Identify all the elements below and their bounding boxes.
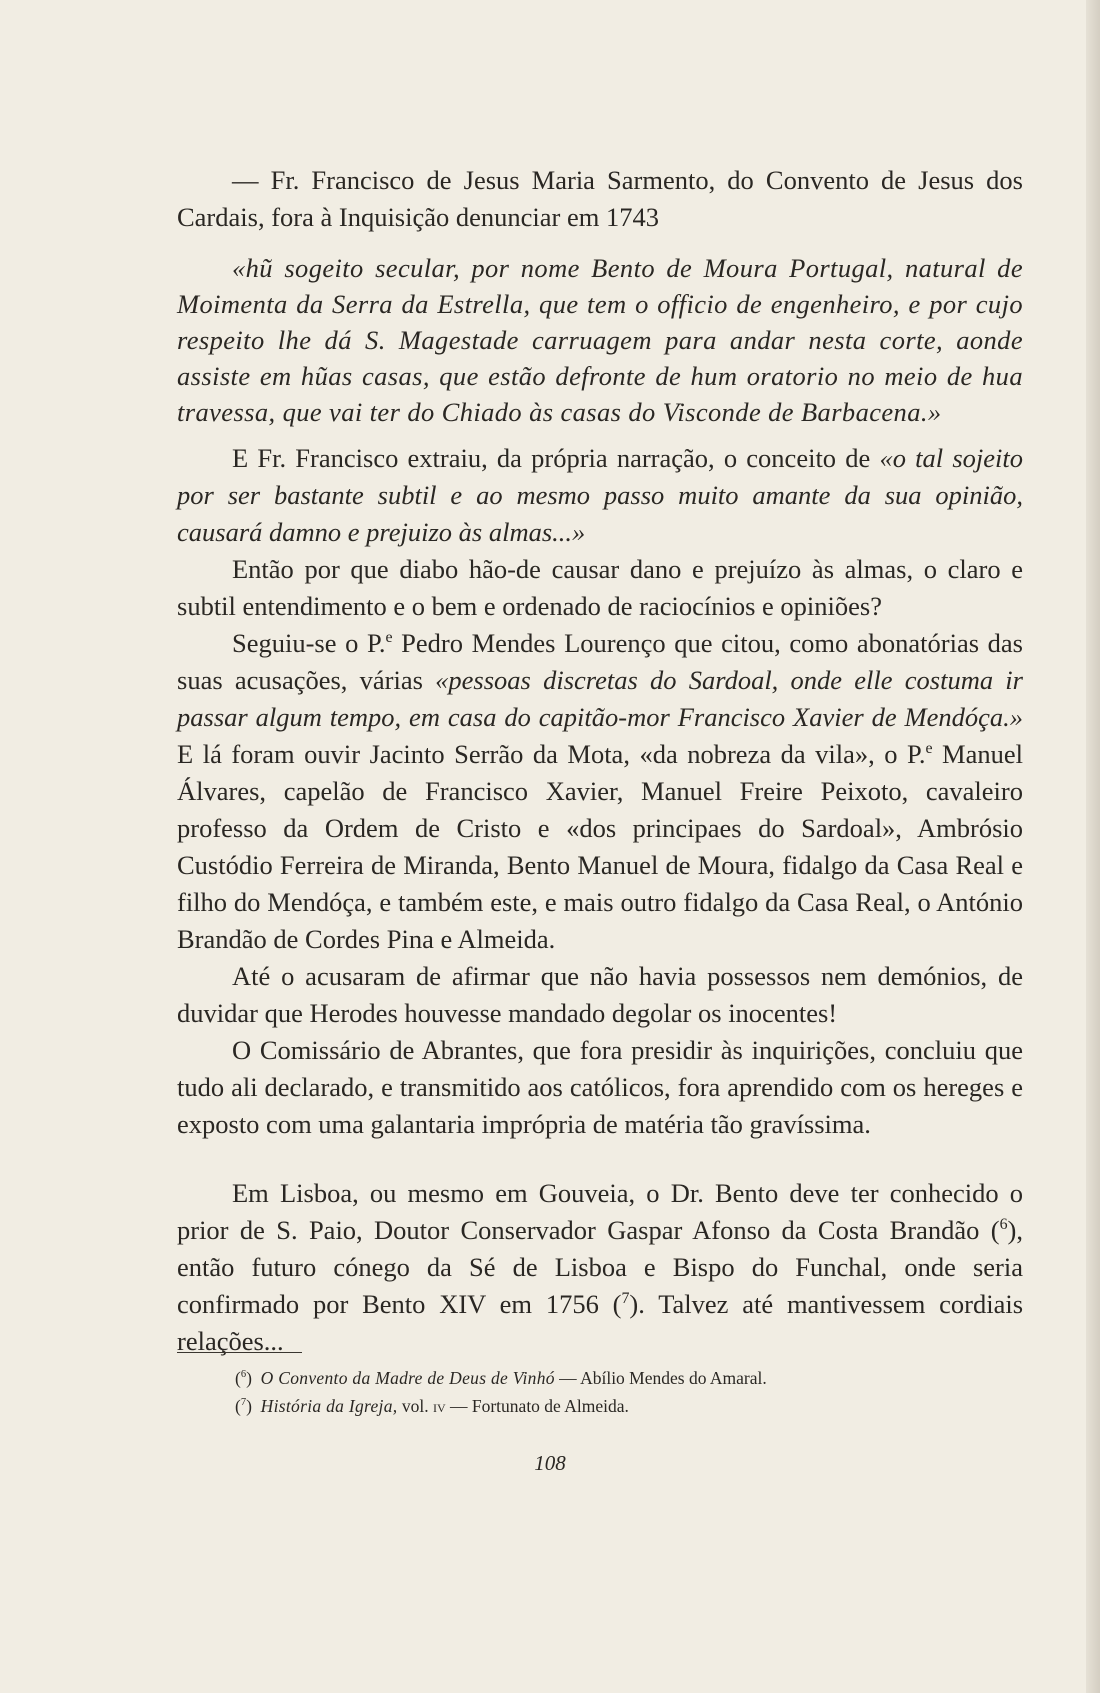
paragraph-6: Até o acusaram de afirmar que não havia possessos nem demónios, de duvidar que Herodes houvesse mandado degolar os inocentes! xyxy=(177,961,1023,1028)
p5-a: Seguiu-se o P. xyxy=(232,628,386,658)
paragraph-8 xyxy=(177,1175,1023,1360)
footnote-6-title: O Convento da Madre de Deus de Vinhó xyxy=(260,1368,555,1388)
paragraph-5 xyxy=(177,625,1023,958)
p8-c: ). Talvez até mantivessem cordiais relações... xyxy=(177,1289,1024,1356)
paragraph-3-quote: «o tal sojeito por ser bastante subtil e ao mesmo passo muito amante da sua opinião, causará damno e prejuizo às almas...» xyxy=(177,443,1023,547)
p5-sup-b: e xyxy=(925,740,933,758)
paragraph-3 xyxy=(177,440,1023,551)
footnote-7-mark: 7 xyxy=(240,1397,247,1409)
paragraph-3-text: E Fr. Francisco extraiu, da própria narração, o conceito de xyxy=(232,443,880,473)
footnotes xyxy=(235,1364,995,1420)
p8-a: Em Lisboa, ou mesmo em Gouveia, o Dr. Bento deve ter conhecido o prior de S. Paio, Doutor Conservador Gaspar Afonso da Costa Brandão ( xyxy=(177,1178,1023,1245)
footnote-7-vol: iv xyxy=(432,1396,446,1416)
footnote-6-mark: 6 xyxy=(240,1369,247,1381)
footnote-7: ($^7$) História da Igreja, vol. iv — Fortunato de Almeida. xyxy=(235,1396,629,1416)
footnote-7-vol-label: vol. xyxy=(397,1396,433,1416)
body-text xyxy=(177,162,1023,1360)
footnote-6: ($^6$) O Convento da Madre de Deus de Vinhó — Abílio Mendes do Amaral. xyxy=(235,1368,767,1388)
p5-b: Pedro Mendes Lourenço que citou, como abonatórias das suas acusações, várias xyxy=(177,628,1023,695)
p8-sup-b: 7 xyxy=(621,1290,630,1308)
footnote-rule xyxy=(177,1352,302,1353)
footnote-7-author: — Fortunato de Almeida. xyxy=(445,1396,629,1416)
p5-d: Manuel Álvares, capelão de Francisco Xavier, Manuel Freire Peixoto, cavaleiro professo da Ordem de Cristo e «dos principaes do Sardoal», Ambrósio Custódio Ferreira de Miranda, Bento Manuel de Moura, fidalgo da Casa Real e filho do Mendóça, e também este, e mais outro fidalgo da Casa Real, o António Brandão de Cordes Pina e Almeida. xyxy=(177,739,1023,954)
paragraph-7: O Comissário de Abrantes, que fora presidir às inquirições, concluiu que tudo ali declarado, e transmitido aos católicos, fora aprendido com os hereges e exposto com uma galantaria imprópria de matéria tão gravíssima. xyxy=(177,1035,1023,1139)
paragraph-1: — Fr. Francisco de Jesus Maria Sarmento, do Convento de Jesus dos Cardais, fora à Inquisição denunciar em 1743 xyxy=(177,165,1023,232)
footnote-7-title: História da Igreja, xyxy=(260,1396,398,1416)
p8-sup-a: 6 xyxy=(999,1216,1008,1234)
paragraph-4: Então por que diabo hão-de causar dano e prejuízo às almas, o claro e subtil entendimento e o bem e ordenado de raciocínios e opiniões? xyxy=(177,554,1023,621)
page-number: 108 xyxy=(534,1451,566,1475)
p5-quote: «pessoas discretas do Sardoal, onde elle costuma ir passar algum tempo, em casa do capitão-mor Francisco Xavier de Mendóça.» xyxy=(177,665,1023,732)
quote-block: «hũ sogeito secular, por nome Bento de Moura Portugal, natural de Moimenta da Serra da Estrella, que tem o officio de engenheiro, e por cujo respeito lhe dá S. Magestade carruagem para andar nesta corte, aonde assiste em hũas casas, que estão defronte de hum oratorio no meio de hua travessa, que vai ter do Chiado às casas do Visconde de Barbacena.» xyxy=(177,253,1023,427)
p8-b: ), então futuro cónego da Sé de Lisboa e Bispo do Funchal, onde seria confirmado por Bento XIV em 1756 ( xyxy=(177,1215,1023,1319)
p5-sup-a: e xyxy=(385,629,393,647)
p5-c: E lá foram ouvir Jacinto Serrão da Mota, «da nobreza da vila», o P. xyxy=(177,739,926,769)
footnote-6-author: — Abílio Mendes do Amaral. xyxy=(554,1368,767,1388)
page-edge xyxy=(1086,0,1100,1693)
